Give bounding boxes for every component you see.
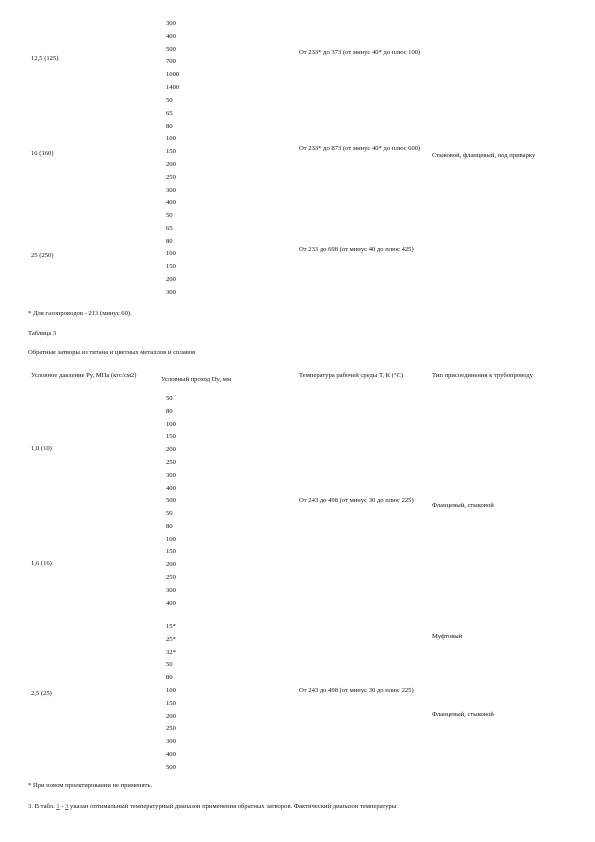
list-item: 300 xyxy=(166,288,176,296)
list-item: 50 xyxy=(166,661,173,669)
list-item: 50 xyxy=(166,212,173,219)
list-item: 500 xyxy=(166,45,176,53)
list-item: 700 xyxy=(166,58,176,66)
pressure-cell: 2,5 (25) xyxy=(31,690,52,697)
list-item: 250 xyxy=(166,573,176,581)
list-item: 250 xyxy=(166,173,176,181)
header-pressure: Условное давление Ру, МПа (кгс/см2) xyxy=(31,372,137,379)
list-item: 65 xyxy=(166,109,173,117)
list-item: 100 xyxy=(166,535,176,543)
connection-cell: Муфтовый xyxy=(432,633,463,640)
list-item: 250 xyxy=(166,458,176,466)
list-item: 400 xyxy=(166,750,176,758)
list-item: 32* xyxy=(166,648,176,656)
list-item: 150 xyxy=(166,148,176,156)
list-item: 150 xyxy=(166,548,176,556)
table-1-link[interactable]: 1 xyxy=(56,803,60,810)
list-item: 500 xyxy=(166,497,176,505)
list-item: 15* xyxy=(166,623,176,630)
dn-list-25 xyxy=(166,623,176,777)
dn-list-10 xyxy=(166,395,176,510)
connection-cell: Фланцевый, стыковой xyxy=(432,711,494,718)
list-item: 80 xyxy=(166,122,173,130)
list-item: 1000 xyxy=(166,71,180,79)
footnote-new-design: * При новом проектировании не применять. xyxy=(28,782,153,789)
clause-text-prefix: 3. В табл. xyxy=(28,803,57,810)
list-item: 300 xyxy=(166,20,176,27)
list-item: 25* xyxy=(166,635,176,643)
temperature-cell: От 233 до 698 (от минус 40 до плюс 425) xyxy=(299,246,414,253)
list-item: 100 xyxy=(166,250,176,258)
list-item: 80 xyxy=(166,522,173,530)
list-item: 400 xyxy=(166,599,176,607)
list-item: 400 xyxy=(166,32,176,40)
list-item: 300 xyxy=(166,738,176,746)
list-item: 200 xyxy=(166,275,176,283)
list-item: 50 xyxy=(166,97,173,104)
dn-list-125 xyxy=(166,20,179,97)
list-item: 200 xyxy=(166,712,176,720)
temperature-cell: От 233* до 373 (от минус 40* до плюс 100) xyxy=(299,49,421,56)
list-item: 100 xyxy=(166,420,176,428)
list-item: 150 xyxy=(166,433,176,441)
list-item: 300 xyxy=(166,471,176,479)
pressure-cell: 25 (250) xyxy=(31,252,54,259)
list-item: 150 xyxy=(166,263,176,271)
header-dn: Условный проход Dy, мм xyxy=(161,376,232,383)
list-item: 500 xyxy=(166,763,176,771)
list-item: 80 xyxy=(166,674,173,682)
list-item: 250 xyxy=(166,725,176,733)
temperature-cell: От 233* до 873 (от минус 40* до плюс 600) xyxy=(299,145,421,152)
pressure-cell: 12,5 (125) xyxy=(31,55,59,62)
header-temperature: Температура рабочей среды Т, К (°С) xyxy=(299,372,404,379)
list-item: 300 xyxy=(166,186,176,194)
list-item: 100 xyxy=(166,686,176,694)
list-item: 1400 xyxy=(166,83,180,91)
list-item: 400 xyxy=(166,484,176,492)
dn-list-250 xyxy=(166,212,176,302)
temperature-cell: От 243 до 498 (от минус 30 до плюс 225) xyxy=(299,497,414,504)
list-item: 80 xyxy=(166,237,173,245)
clause-3-paragraph xyxy=(28,804,396,811)
table-caption: Обратные затворы из титана и цветных металлов и сплавов xyxy=(28,349,196,356)
list-item: 100 xyxy=(166,135,176,143)
pressure-cell: 16 (160) xyxy=(31,150,54,157)
list-item: 50 xyxy=(166,510,173,517)
table-label: Таблица 3 xyxy=(28,330,57,337)
clause-text-dash: - xyxy=(59,803,66,810)
list-item: 65 xyxy=(166,224,173,232)
temperature-cell: От 243 до 498 (от минус 30 до плюс 225) xyxy=(299,687,414,694)
table-3-link[interactable]: 3 xyxy=(65,803,69,810)
list-item: 80 xyxy=(166,407,173,415)
list-item: 150 xyxy=(166,699,176,707)
list-item: 200 xyxy=(166,446,176,454)
connection-cell: Фланцевый, стыковой xyxy=(432,502,494,509)
header-connection: Тип присоединения к трубопроводу xyxy=(432,372,533,379)
clause-text-body: указан оптимальный температурный диапазон применения обратных затворов. Фактический диапазон температуры xyxy=(68,803,397,810)
dn-list-160 xyxy=(166,97,176,212)
list-item: 50 xyxy=(166,395,173,402)
pressure-cell: 1,0 (10) xyxy=(31,445,52,452)
list-item: 200 xyxy=(166,561,176,569)
footnote-gas: * Для газопроводов - 213 (минус 60). xyxy=(28,310,132,317)
dn-list-16 xyxy=(166,510,176,612)
list-item: 300 xyxy=(166,586,176,594)
connection-cell: Стыковой, фланцевый, под приварку xyxy=(432,152,536,159)
list-item: 400 xyxy=(166,199,176,207)
list-item: 200 xyxy=(166,160,176,168)
pressure-cell: 1,6 (16) xyxy=(31,560,52,567)
